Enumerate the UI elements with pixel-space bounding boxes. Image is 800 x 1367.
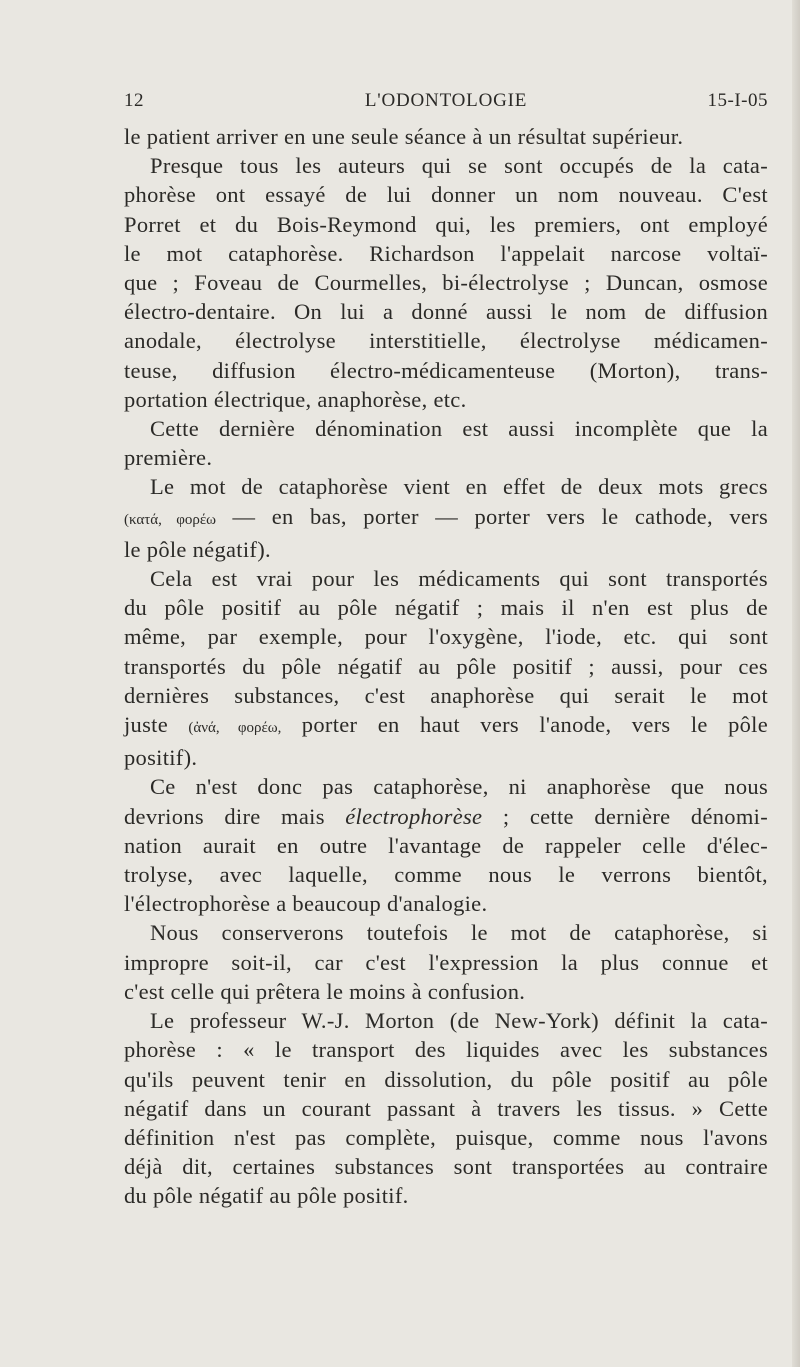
text-line bbox=[124, 151, 768, 180]
line-text: négatif dans un courant passant à travers les tissus. » Cette bbox=[124, 1095, 768, 1121]
line-text: du pôle négatif au pôle positif. bbox=[124, 1183, 409, 1209]
text-line bbox=[124, 239, 768, 268]
line-text: trolyse, avec laquelle, comme nous le verrons bientôt, bbox=[124, 862, 768, 888]
text-line bbox=[124, 681, 768, 710]
line-text: définition n'est pas complète, puisque, comme nous l'avons bbox=[124, 1124, 768, 1150]
text-line bbox=[124, 593, 768, 622]
line-text: le pôle négatif). bbox=[124, 536, 271, 562]
line-text: l'électrophorèse a beaucoup d'analogie. bbox=[124, 891, 488, 917]
line-text: impropre soit-il, car c'est l'expression la plus connue et bbox=[124, 949, 768, 975]
text-line bbox=[124, 1035, 768, 1064]
text-line bbox=[124, 831, 768, 860]
line-text: — en bas, porter — porter vers le cathode, vers bbox=[216, 503, 769, 529]
line-text: ; cette dernière dénomi- bbox=[482, 803, 768, 829]
line-text: positif). bbox=[124, 745, 198, 771]
text-line bbox=[124, 502, 768, 535]
text-line bbox=[124, 652, 768, 681]
text-line bbox=[124, 1065, 768, 1094]
text-line bbox=[124, 180, 768, 209]
text-line bbox=[124, 889, 768, 918]
text-line bbox=[124, 977, 768, 1006]
text-line bbox=[124, 802, 768, 831]
text-line bbox=[124, 268, 768, 297]
line-text: nation aurait en outre l'avantage de rappeler celle d'élec- bbox=[124, 832, 768, 858]
line-text: même, par exemple, pour l'oxygène, l'iode, etc. qui sont bbox=[124, 624, 768, 650]
running-header bbox=[124, 90, 768, 118]
body-text bbox=[124, 122, 768, 1211]
line-prefix: juste bbox=[124, 712, 189, 738]
line-text: porter en haut vers l'anode, vers le pôle bbox=[281, 712, 769, 738]
line-text: Ce n'est donc pas cataphorèse, ni anaphorèse que nous bbox=[150, 774, 768, 800]
line-text: transportés du pôle négatif au pôle positif ; aussi, pour ces bbox=[124, 653, 768, 679]
text-line bbox=[124, 326, 768, 355]
line-text: Porret et du Bois-Reymond qui, les premiers, ont employé bbox=[124, 211, 768, 237]
text-line bbox=[124, 743, 768, 772]
line-text: première. bbox=[124, 445, 213, 471]
text-line bbox=[124, 1181, 768, 1210]
text-line bbox=[124, 948, 768, 977]
page-number: 12 bbox=[124, 90, 144, 111]
text-line bbox=[124, 356, 768, 385]
text-line bbox=[124, 122, 768, 151]
journal-title: L'ODONTOLOGIE bbox=[364, 90, 528, 111]
text-line bbox=[124, 297, 768, 326]
line-text: teuse, diffusion électro-médicamenteuse (Morton), trans- bbox=[124, 357, 768, 383]
text-line bbox=[124, 1006, 768, 1035]
line-prefix: devrions dire mais bbox=[124, 803, 346, 829]
text-line bbox=[124, 535, 768, 564]
text-line bbox=[124, 1123, 768, 1152]
text-line bbox=[124, 564, 768, 593]
text-line bbox=[124, 385, 768, 414]
line-text: le patient arriver en une seule séance à un résultat supérieur. bbox=[124, 124, 684, 149]
italic-term: électrophorèse bbox=[345, 803, 483, 829]
text-line bbox=[124, 710, 768, 743]
line-text: qu'ils peuvent tenir en dissolution, du pôle positif au pôle bbox=[124, 1066, 768, 1092]
line-text: portation électrique, anaphorèse, etc. bbox=[124, 386, 467, 412]
line-text: que ; Foveau de Courmelles, bi-électrolyse ; Duncan, osmose bbox=[124, 270, 768, 296]
line-text: déjà dit, certaines substances sont transportées au contraire bbox=[124, 1154, 768, 1180]
text-line bbox=[124, 414, 768, 443]
text-line bbox=[124, 1152, 768, 1181]
line-text: Presque tous les auteurs qui se sont occupés de la cata- bbox=[150, 153, 768, 179]
line-text: le mot cataphorèse. Richardson l'appelait narcose voltaï- bbox=[124, 240, 768, 266]
text-line bbox=[124, 443, 768, 472]
text-line bbox=[124, 622, 768, 651]
text-line bbox=[124, 472, 768, 501]
line-text: phorèse : « le transport des liquides avec les substances bbox=[124, 1037, 768, 1063]
text-line bbox=[124, 1094, 768, 1123]
line-text: phorèse ont essayé de lui donner un nom nouveau. C'est bbox=[124, 182, 768, 208]
line-text: Nous conserverons toutefois le mot de cataphorèse, si bbox=[150, 920, 768, 946]
line-text: Cette dernière dénomination est aussi incomplète que la bbox=[150, 416, 768, 442]
text-line bbox=[124, 860, 768, 889]
text-line bbox=[124, 210, 768, 239]
issue-date: 15-I-05 bbox=[707, 90, 768, 111]
line-text: c'est celle qui prêtera le moins à confusion. bbox=[124, 978, 526, 1004]
line-text: électro-dentaire. On lui a donné aussi le nom de diffusion bbox=[124, 299, 768, 325]
line-text: du pôle positif au pôle négatif ; mais il n'en est plus de bbox=[124, 595, 768, 621]
line-text: anodale, électrolyse interstitielle, électrolyse médicamen- bbox=[124, 328, 768, 354]
line-text: dernières substances, c'est anaphorèse qui serait le mot bbox=[124, 682, 768, 708]
line-text: Cela est vrai pour les médicaments qui sont transportés bbox=[150, 566, 768, 592]
text-line bbox=[124, 918, 768, 947]
text-line bbox=[124, 772, 768, 801]
line-text: Le mot de cataphorèse vient en effet de deux mots grecs bbox=[150, 474, 768, 500]
greek-words: (ἀνά, φορέω, bbox=[188, 720, 282, 737]
line-text: Le professeur W.-J. Morton (de New-York) définit la cata- bbox=[150, 1008, 768, 1034]
greek-words: (κατά, φορέω bbox=[124, 511, 217, 528]
page-edge bbox=[792, 0, 800, 1367]
